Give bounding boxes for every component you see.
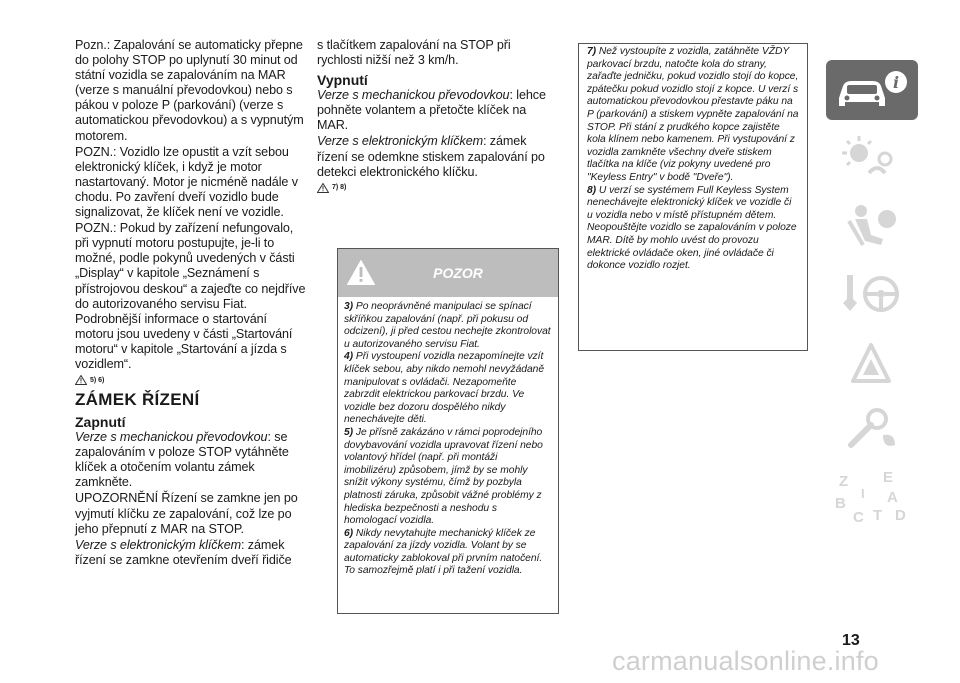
- alphabetical-index-icon: [833, 470, 911, 526]
- warning-refs: [317, 183, 559, 193]
- electronic-version-label: Verze s elektronickým klíčkem: [75, 537, 241, 552]
- note-text: Při vystoupení vozidla nezapomínejte vzít klíček sebou, aby nikdo nemohl nevyžádaně manipulovat s ovládači. Nezapomeňte zabrzdit elektrickou parkovací brzdu. Ve vozidle bez dozoru dospělého nikdy nenechávejte děti.: [344, 351, 545, 426]
- warning-label: POZOR: [433, 265, 483, 281]
- car-info-icon: [833, 68, 911, 112]
- index-letter-i: I: [861, 486, 865, 501]
- tab-index[interactable]: [826, 468, 918, 528]
- note-number: 5): [344, 426, 354, 438]
- airbag-safety-icon: [837, 201, 907, 251]
- note-text: Nikdy nevytahujte mechanický klíček ze zapalování za jízdy vozidla. Volant by se automaticky zablokoval při prvním natočení. To samozřejmě platí i při tažení vozidla.: [344, 527, 543, 577]
- warning-triangle-icon: [317, 183, 329, 193]
- warning-header: [338, 249, 558, 297]
- note-text: Po neoprávněné manipulaci se spínací skříňkou zapalování (např. při pokusu od odcizení), ji před cestou nechejte zkontrolovat u autorizovaného servisu Fiat.: [344, 301, 551, 350]
- subheading-disable: Vypnutí: [317, 72, 368, 89]
- svg-text:i: i: [892, 73, 900, 92]
- note-text: U verzí se systémem Full Keyless System nenechávejte elektronický klíček ve vozidle či u vozidla nebo v místě přístupném dětem. Neopouštějte vozidlo se zapalováním v poloze MAR. Dítě by mohlo uvést do provozu elektrické ovládače oken, jiné ovládače či dokonce vozidlo rozjet.: [587, 184, 797, 272]
- manual-version-text: : lehce pohněte volantem a přetočte klíček na MAR.: [317, 88, 546, 133]
- warning-note-8: [587, 185, 799, 273]
- note-malfunction: POZN.: Pokud by zařízení nefungovalo, při vypnutí motoru postupujte, je-li to možné, podle pokynů uvedených v části „Display“ v kapitole „Seznámení s přístrojovou deskou“ a zajeďte co nejdříve do autorizovaného servisu Fiat. Podrobnější informace o startování motoru jsou uvedeny v části „Startování motoru“ v kapitole „Startování a jízda s vozidlem“.: [75, 221, 306, 371]
- warning-note-6: [344, 528, 552, 578]
- note-text: Než vystoupíte z vozidla, zatáhněte VŽDY parkovací brzdu, natočte kola do strany, zařaďte jedničku, pokud vozidlo stojí do kopce, zpátečku pokud vozidlo stojí z kopce. U verzí s automatickou převodovkou přestavte páku na P (parkování) a stiskem vypněte zapalování na STOP. Při stání z prudkého kopce zajistěte kola klínem nebo kamenem. Při vystupování z vozidla zamkněte všechny dveře stiskem tlačítka na klíče (viz pokyny uvedené pro "Keyless Entry" v bodě "Dveře").: [587, 46, 799, 183]
- warning-note-3: [344, 301, 552, 351]
- manual-version-text: : se zapalováním v poloze STOP vytáhněte klíček a otočením volantu zámek zamkněte.: [75, 430, 289, 490]
- tab-maintenance[interactable]: [826, 400, 918, 460]
- warning-body: [338, 297, 558, 578]
- warning-triangle-icon: [75, 375, 87, 385]
- maintenance-icon: [837, 405, 907, 455]
- refs-label: 7) 8): [332, 184, 347, 192]
- warning-note-4: [344, 351, 552, 427]
- tab-dashboard[interactable]: [826, 128, 918, 188]
- note-number: 4): [344, 351, 354, 363]
- tab-safety[interactable]: [826, 196, 918, 256]
- note-number: 8): [587, 184, 597, 196]
- tab-starting-driving[interactable]: [826, 264, 918, 324]
- lock-continuation: s tlačítkem zapalování na STOP při rychlosti nižší než 3 km/h.: [317, 38, 511, 68]
- index-letter-z: Z: [839, 473, 849, 490]
- note-text: Je přísně zakázáno v rámci poprodejního dovybavování vozidla upravovat řízení nebo volantový hřídel (např. při montáži imobilizéru) způsobem, jímž by se mohly snížit výkony systému, čímž by pozbyla platnosti záruka, způsobit vážné problémy z hlediska bezpečnosti a neshodu s homologací vozidla.: [344, 426, 543, 527]
- page-number: 13: [842, 632, 860, 649]
- dashboard-lights-icon: [837, 133, 907, 183]
- note-number: 3): [344, 301, 354, 312]
- subheading-enable: Zapnutí: [75, 414, 126, 431]
- manual-version-label: Verze s mechanickou převodovkou: [317, 88, 510, 103]
- chapter-tabs: [826, 60, 918, 536]
- index-letter-c: C: [853, 509, 864, 526]
- starting-driving-icon: [837, 269, 907, 319]
- tab-emergency[interactable]: [826, 332, 918, 392]
- lock-caution: UPOZORNĚNÍ Řízení se zamkne jen po vyjmutí klíčku ze zapalování, což lze po jeho přepnutí z MAR na STOP.: [75, 491, 298, 536]
- electronic-version-label: Verze s elektronickým klíčkem: [317, 134, 483, 149]
- note-number: 6): [344, 527, 354, 539]
- manual-version-label: Verze s mechanickou převodovkou: [75, 430, 268, 445]
- warning-note-7: [587, 46, 799, 185]
- column-2: [317, 38, 559, 198]
- index-letter-b: B: [835, 495, 846, 512]
- warning-refs: [75, 375, 307, 385]
- electronic-key-lock: [75, 538, 307, 568]
- index-letter-e: E: [883, 470, 894, 486]
- note-number: 7): [587, 46, 597, 57]
- electronic-key-unlock: [317, 134, 559, 179]
- index-letter-a: A: [887, 489, 898, 506]
- warning-box: [337, 248, 559, 614]
- electronic-version-text: : zámek řízení se odemkne stiskem zapalování po detekci elektronického klíčku.: [317, 134, 545, 179]
- manual-gearbox-unlock: [317, 88, 559, 133]
- index-letter-d: D: [895, 507, 906, 524]
- refs-label: 5) 6): [90, 376, 105, 384]
- column-1: [75, 38, 307, 568]
- index-letter-t: T: [873, 507, 883, 524]
- note-auto-stop: Pozn.: Zapalování se automaticky přepne do polohy STOP po uplynutí 30 minut od státní vozidla se zapalováním na MAR (verze s manuální převodovkou) nebo s pákou v poloze P (parkování) (verze s automatickou převodovkou) a s vypnutým motorem.: [75, 38, 304, 143]
- manual-gearbox-lock: [75, 430, 307, 490]
- note-leave-vehicle: POZN.: Vozidlo lze opustit a vzít sebou elektronický klíček, i když je motor nastartovaný. Motor je nicméně nadále v chodu. Po zavření dveří vozidlo bude signalizovat, že klíček není ve vozidle.: [75, 144, 298, 220]
- tab-vehicle-info[interactable]: [826, 60, 918, 120]
- warning-note-5: [344, 427, 552, 528]
- warning-box-continued: [578, 43, 808, 351]
- emergency-icon: [837, 337, 907, 387]
- section-heading: ZÁMEK ŘÍZENÍ: [75, 390, 200, 410]
- electronic-version-text: : zámek řízení se zamkne otevřením dveří řidiče: [75, 537, 292, 567]
- watermark: carmanualsonline.info: [612, 646, 879, 676]
